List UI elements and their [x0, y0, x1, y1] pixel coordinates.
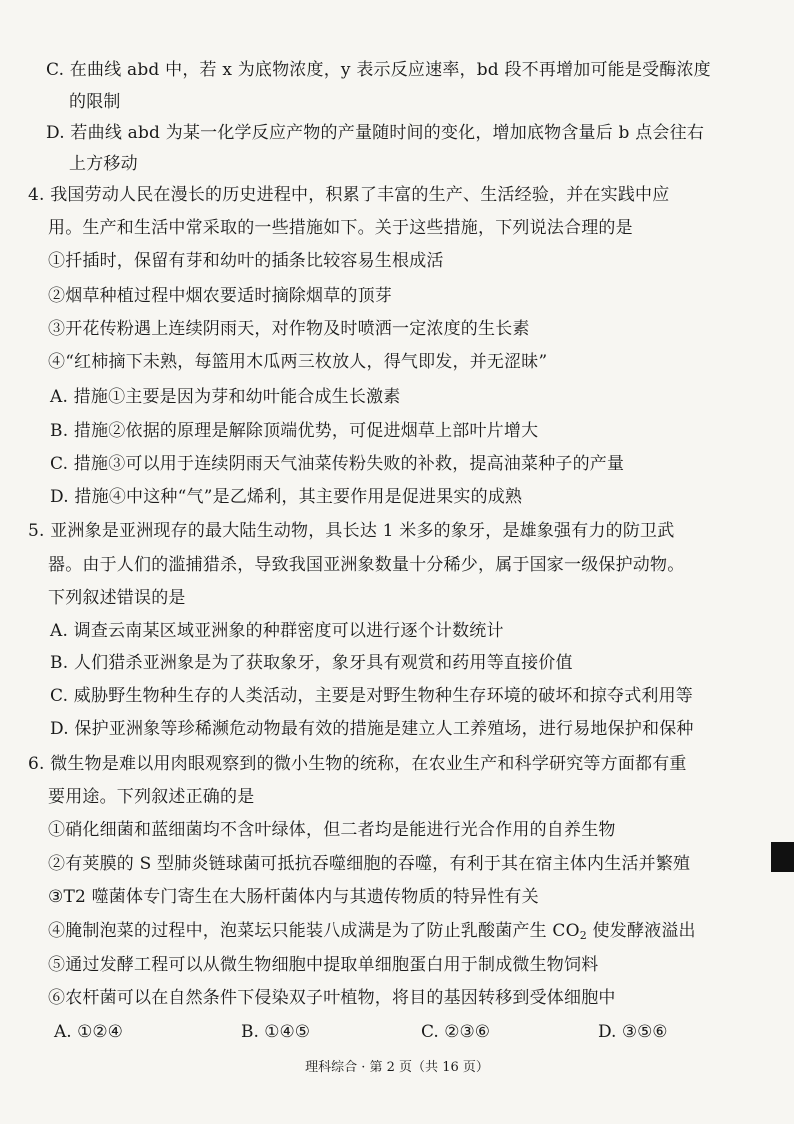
q3-option-c-line1: C. 在曲线 abd 中，若 x 为底物浓度，y 表示反应速率，bd 段不再增加可能是受酶浓度 — [46, 60, 711, 80]
q4-item-1: ①扦插时，保留有芽和幼叶的插条比较容易生根成活 — [48, 251, 444, 271]
q4-item-2: ②烟草种植过程中烟农要适时摘除烟草的顶芽 — [48, 286, 392, 306]
q6-item-4 — [48, 920, 696, 947]
q4-item-3: ③开花传粉遇上连续阴雨天，对作物及时喷洒一定浓度的生长素 — [48, 319, 530, 339]
q4-option-d: D. 措施④中这种“气”是乙烯利，其主要作用是促进果实的成熟 — [50, 487, 523, 507]
q5-stem-line2: 器。由于人们的滥捕猎杀，导致我国亚洲象数量十分稀少，属于国家一级保护动物。 — [48, 555, 685, 575]
q6-item-1: ①硝化细菌和蓝细菌均不含叶绿体，但二者均是能进行光合作用的自养生物 — [48, 820, 616, 840]
q6-item-5: ⑤通过发酵工程可以从微生物细胞中提取单细胞蛋白用于制成微生物饲料 — [48, 955, 599, 975]
q6-choice-c: C. ②③⑥ — [421, 1022, 490, 1042]
q4-stem-line2: 用。生产和生活中常采取的一些措施如下。关于这些措施，下列说法合理的是 — [48, 218, 633, 238]
q5-option-c: C. 威胁野生物种生存的人类活动，主要是对野生物种生存环境的破坏和掠夺式利用等 — [50, 686, 694, 706]
q5-option-b: B. 人们猎杀亚洲象是为了获取象牙，象牙具有观赏和药用等直接价值 — [50, 653, 573, 673]
q6-item-6: ⑥农杆菌可以在自然条件下侵染双子叶植物，将目的基因转移到受体细胞中 — [48, 988, 616, 1008]
q6-item-4-text-end: 使发酵液溢出 — [586, 921, 696, 941]
q4-stem-line1: 4. 我国劳动人民在漫长的历史进程中，积累了丰富的生产、生活经验，并在实践中应 — [28, 185, 670, 205]
q6-item-2: ②有荚膜的 S 型肺炎链球菌可抵抗吞噬细胞的吞噬，有利于其在宿主体内生活并繁殖 — [48, 854, 691, 874]
q5-stem-line3: 下列叙述错误的是 — [48, 588, 186, 608]
q6-choice-a: A. ①②④ — [54, 1022, 123, 1042]
q6-choice-b: B. ①④⑤ — [241, 1022, 311, 1042]
q6-item-4-subscript: 2 — [579, 929, 587, 942]
q3-option-d-line1: D. 若曲线 abd 为某一化学反应产物的产量随时间的变化，增加底物含量后 b 点会往右 — [46, 123, 705, 143]
q6-item-4-text: ④腌制泡菜的过程中，泡菜坛只能装八成满是为了防止乳酸菌产生 CO — [48, 921, 580, 941]
q4-option-c: C. 措施③可以用于连续阴雨天气油菜传粉失败的补救，提高油菜种子的产量 — [50, 454, 625, 474]
q5-option-d: D. 保护亚洲象等珍稀濒危动物最有效的措施是建立人工养殖场，进行易地保护和保种 — [50, 719, 694, 739]
q5-option-a: A. 调查云南某区域亚洲象的种群密度可以进行逐个计数统计 — [50, 621, 504, 641]
q3-option-d-line2: 上方移动 — [69, 154, 138, 174]
q3-option-c-line2: 的限制 — [69, 92, 121, 112]
q4-item-4: ④“红柿摘下未熟，每篮用木瓜两三枚放人，得气即发，并无涩昧” — [48, 352, 548, 372]
q4-option-a: A. 措施①主要是因为芽和幼叶能合成生长激素 — [50, 387, 401, 407]
page-footer: 理科综合 · 第 2 页（共 16 页） — [305, 1060, 489, 1075]
margin-tab-mark — [771, 842, 794, 872]
q5-stem-line1: 5. 亚洲象是亚洲现存的最大陆生动物，具长达 1 米多的象牙，是雄象强有力的防卫武 — [28, 521, 675, 541]
q6-item-3: ③T2 噬菌体专门寄生在大肠杆菌体内与其遗传物质的特异性有关 — [48, 887, 539, 907]
q4-option-b: B. 措施②依据的原理是解除顶端优势，可促进烟草上部叶片增大 — [50, 421, 539, 441]
q6-choice-d: D. ③⑤⑥ — [598, 1022, 668, 1042]
q6-stem-line1: 6. 微生物是难以用肉眼观察到的微小生物的统称，在农业生产和科学研究等方面都有重 — [28, 754, 687, 774]
q6-stem-line2: 要用途。下列叙述正确的是 — [48, 787, 255, 807]
